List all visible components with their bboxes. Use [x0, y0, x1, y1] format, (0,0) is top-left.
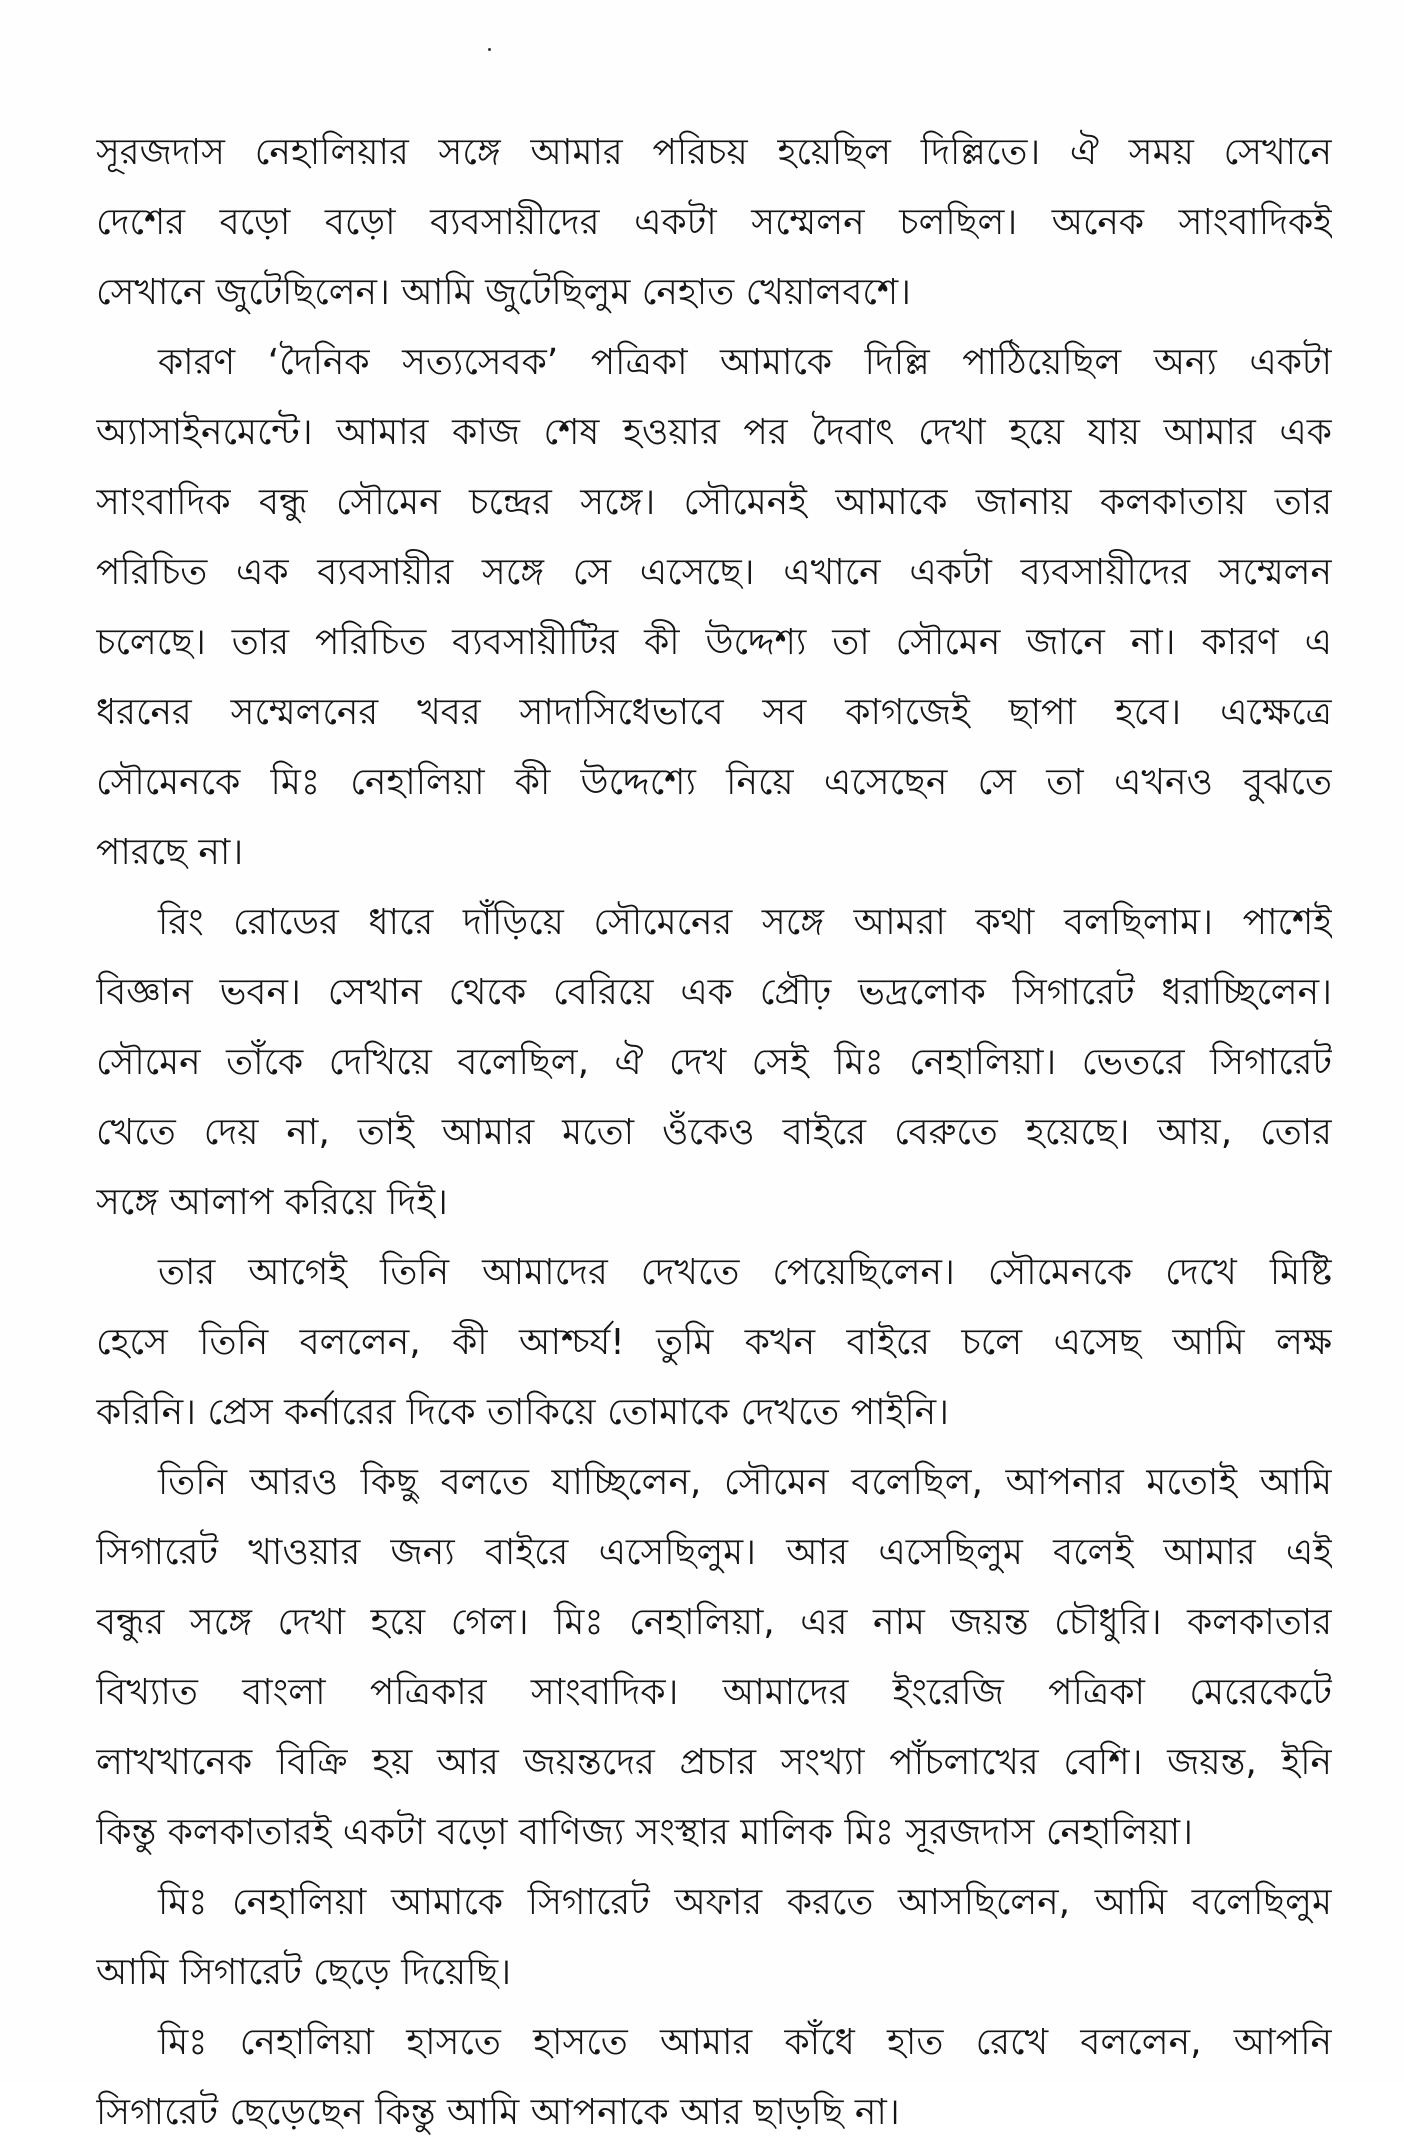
- text-line: লাখখানেক বিক্রি হয় আর জয়ন্তদের প্রচার সংখ্যা পাঁচলাখের বেশি। জয়ন্ত, ইনি: [96, 1742, 1332, 1783]
- paragraph: [96, 2008, 1332, 2148]
- text-line: অ্যাসাইনমেন্টে। আমার কাজ শেষ হওয়ার পর দৈবাৎ দেখা হয়ে যায় আমার এক: [96, 412, 1332, 453]
- text-line: তিনি আরও কিছু বলতে যাচ্ছিলেন, সৌমেন বলেছিল, আপনার মতোই আমি: [158, 1462, 1332, 1503]
- text-line: রিং রোডের ধারে দাঁড়িয়ে সৌমেনের সঙ্গে আমরা কথা বলছিলাম। পাশেই: [158, 902, 1332, 943]
- paragraph: [96, 888, 1332, 1238]
- text-line: পরিচিত এক ব্যবসায়ীর সঙ্গে সে এসেছে। এখানে একটা ব্যবসায়ীদের সম্মেলন: [96, 552, 1332, 593]
- text-line: বন্ধুর সঙ্গে দেখা হয়ে গেল। মিঃ নেহালিয়া, এর নাম জয়ন্ত চৌধুরি। কলকাতার: [96, 1602, 1332, 1643]
- text-line: ধরনের সম্মেলনের খবর সাদাসিধেভাবে সব কাগজেই ছাপা হবে। এক্ষেত্রে: [96, 692, 1332, 733]
- text-line: সিগারেট ছেড়েছেন কিন্তু আমি আপনাকে আর ছাড়ছি না।: [96, 2092, 900, 2133]
- text-line: আমি সিগারেট ছেড়ে দিয়েছি।: [96, 1952, 512, 1993]
- text-line: সূরজদাস নেহালিয়ার সঙ্গে আমার পরিচয় হয়েছিল দিল্লিতে। ঐ সময় সেখানে: [96, 132, 1332, 173]
- text-line: কারণ ‘দৈনিক সত্যসেবক’ পত্রিকা আমাকে দিল্লি পাঠিয়েছিল অন্য একটা: [158, 342, 1332, 383]
- body-text: [96, 118, 1332, 2148]
- text-line: সাংবাদিক বন্ধু সৌমেন চন্দ্রের সঙ্গে। সৌমেনই আমাকে জানায় কলকাতায় তার: [96, 482, 1332, 523]
- text-line: সঙ্গে আলাপ করিয়ে দিই।: [96, 1182, 448, 1223]
- paragraph: [96, 1238, 1332, 1448]
- paragraph: [96, 1868, 1332, 2008]
- paragraph: [96, 118, 1332, 328]
- text-line: কিন্তু কলকাতারই একটা বড়ো বাণিজ্য সংস্থার মালিক মিঃ সূরজদাস নেহালিয়া।: [96, 1812, 1193, 1853]
- paragraph: [96, 1448, 1332, 1868]
- text-line: করিনি। প্রেস কর্নারের দিকে তাকিয়ে তোমাকে দেখতে পাইনি।: [96, 1392, 950, 1433]
- text-line: মিঃ নেহালিয়া হাসতে হাসতে আমার কাঁধে হাত রেখে বললেন, আপনি: [158, 2022, 1332, 2063]
- text-line: সৌমেন তাঁকে দেখিয়ে বলেছিল, ঐ দেখ সেই মিঃ নেহালিয়া। ভেতরে সিগারেট: [96, 1042, 1332, 1083]
- text-line: সিগারেট খাওয়ার জন্য বাইরে এসেছিলুম। আর এসেছিলুম বলেই আমার এই: [96, 1532, 1332, 1573]
- text-line: সৌমেনকে মিঃ নেহালিয়া কী উদ্দেশ্যে নিয়ে এসেছেন সে তা এখনও বুঝতে: [96, 762, 1332, 803]
- text-line: বিখ্যাত বাংলা পত্রিকার সাংবাদিক। আমাদের ইংরেজি পত্রিকা মেরেকেটে: [96, 1672, 1332, 1713]
- page-speck: [488, 48, 491, 51]
- text-line: সেখানে জুটেছিলেন। আমি জুটেছিলুম নেহাত খেয়ালবশে।: [96, 272, 912, 313]
- text-line: মিঃ নেহালিয়া আমাকে সিগারেট অফার করতে আসছিলেন, আমি বলেছিলুম: [158, 1882, 1332, 1923]
- text-line: দেশের বড়ো বড়ো ব্যবসায়ীদের একটা সম্মেলন চলছিল। অনেক সাংবাদিকই: [96, 202, 1332, 243]
- text-line: পারছে না।: [96, 832, 244, 873]
- text-line: তার আগেই তিনি আমাদের দেখতে পেয়েছিলেন। সৌমেনকে দেখে মিষ্টি: [158, 1252, 1332, 1293]
- paragraph: [96, 328, 1332, 888]
- text-line: বিজ্ঞান ভবন। সেখান থেকে বেরিয়ে এক প্রৌঢ় ভদ্রলোক সিগারেট ধরাচ্ছিলেন।: [96, 972, 1332, 1013]
- text-line: হেসে তিনি বললেন, কী আশ্চর্য! তুমি কখন বাইরে চলে এসেছ আমি লক্ষ: [96, 1322, 1332, 1363]
- text-line: খেতে দেয় না, তাই আমার মতো ওঁকেও বাইরে বেরুতে হয়েছে। আয়, তোর: [96, 1112, 1332, 1153]
- text-line: চলেছে। তার পরিচিত ব্যবসায়ীটির কী উদ্দেশ্য তা সৌমেন জানে না। কারণ এ: [96, 622, 1332, 663]
